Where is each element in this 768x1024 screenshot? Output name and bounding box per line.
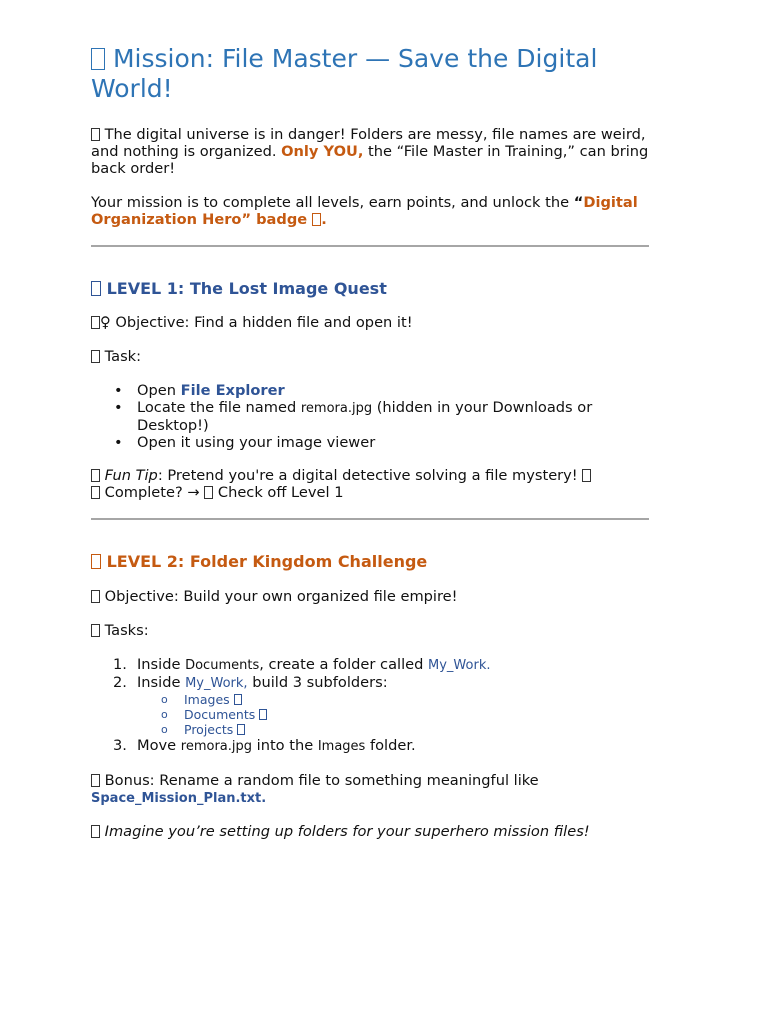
missing-glyph-icon [91,128,100,141]
level-1-heading-text: LEVEL 1: The Lost Image Quest [101,279,387,298]
step-text: Inside [137,674,186,691]
missing-glyph-icon [91,554,101,569]
folder-name-my-work: My_Work, [185,676,248,691]
document-content [91,44,651,840]
missing-glyph-icon [91,48,105,70]
bonus-file-line [91,789,651,807]
objective-text: Objective: Find a hidden file and open it! [110,314,413,331]
fun-tip-label: Fun Tip [104,467,158,484]
step-number: 3. [113,737,127,754]
fun-tip-text: : Pretend you're a digital detective solving a file mystery! [157,467,583,484]
list-item [91,722,651,737]
badge-text: Digital Organization Hero” badge [91,194,638,228]
quote-mark: “ [573,194,584,211]
divider [91,518,649,520]
folder-icon [237,724,245,735]
level-1-complete [91,484,651,501]
list-item [91,434,651,451]
list-item [91,656,651,674]
list-item [91,737,651,755]
missing-glyph-icon [91,469,100,482]
female-sign-icon: ♀ [100,314,111,331]
bullet-mark: • [114,434,123,451]
list-item [91,674,651,737]
subfolder-name: Documents [184,707,260,722]
folder-name: Documents [185,658,260,673]
sub-bullet-mark: o [161,708,168,721]
intro-text-cont: the “File Master in Training,” can bring back order! [91,143,649,177]
step-text-cont: build 3 subfolders: [247,674,388,691]
missing-glyph-icon [91,590,100,603]
intro-paragraph-2 [91,194,651,228]
objective-text: Objective: Build your own organized file empire! [100,588,458,605]
badge-period: . [321,211,327,228]
level-2-task-list [91,656,651,755]
level-2-tasks-label [91,622,651,639]
imagine-note [91,823,651,840]
step-text: Inside [137,656,186,673]
step-text: Move [137,737,181,754]
imagine-text: Imagine you’re setting up folders for your superhero mission files! [104,823,590,840]
file-explorer-term: File Explorer [180,382,285,399]
complete-text: Complete? → [100,484,205,501]
item-text-cont: (hidden in your Downloads or Desktop!) [137,399,593,434]
missing-glyph-icon [582,469,591,482]
intro-paragraph-1 [91,126,651,177]
file-name: remora.jpg [300,401,373,416]
only-you-highlight: Only YOU, [281,143,364,160]
list-item [91,692,651,707]
item-text: Open it using your image viewer [137,434,376,451]
missing-glyph-icon [91,281,101,296]
bonus-task [91,772,651,789]
level-2-heading [91,552,651,572]
step-text-end: folder. [365,737,416,754]
file-name: remora.jpg [180,739,253,754]
divider [91,245,649,247]
checkbox-icon [204,486,213,499]
tasks-label-text: Tasks: [100,622,149,639]
page-title-text: Mission: File Master — Save the Digital World! [91,44,598,103]
level-1-objective [91,314,651,331]
task-label-text: Task: [100,348,142,365]
bonus-text: Bonus: Rename a random file to something meaningful like [100,772,539,789]
check-off-text: Check off Level 1 [213,484,344,501]
missing-glyph-icon [91,316,100,329]
level-2-objective [91,588,651,605]
level-1-task-label [91,348,651,365]
folder-icon [259,709,267,720]
page-title [91,44,651,104]
step-text-cont: , create a folder called [259,656,429,673]
step-text-cont: into the [252,737,318,754]
list-item [91,382,651,399]
item-text: Open [137,382,181,399]
bullet-mark: • [114,382,123,399]
subfolder-name: Projects [184,722,238,737]
folder-name-my-work: My_Work. [428,658,491,673]
subfolder-list [137,692,651,737]
folder-name: Images [317,739,366,754]
level-2-heading-text: LEVEL 2: Folder Kingdom Challenge [101,552,428,571]
missing-glyph-icon [91,350,100,363]
fun-tip [91,467,651,484]
level-1-heading [91,279,651,299]
missing-glyph-icon [91,825,100,838]
bullet-mark: • [114,399,123,416]
missing-glyph-icon [91,486,100,499]
level-1-task-list [91,382,651,451]
missing-glyph-icon [91,624,100,637]
step-number: 2. [113,674,127,691]
list-item [91,399,651,434]
folder-icon [234,694,242,705]
sub-bullet-mark: o [161,723,168,736]
missing-glyph-icon [91,774,100,787]
intro-text: The digital universe is in danger! Folders are messy, file names are weird, and nothing is organized. [91,126,646,160]
bonus-file-name: Space_Mission_Plan.txt. [91,791,267,806]
item-text: Locate the file named [137,399,301,416]
badge-icon [312,213,321,226]
list-item [91,707,651,722]
sub-bullet-mark: o [161,693,168,706]
step-number: 1. [113,656,127,673]
subfolder-name: Images [184,692,234,707]
mission-text: Your mission is to complete all levels, earn points, and unlock the [91,194,574,211]
